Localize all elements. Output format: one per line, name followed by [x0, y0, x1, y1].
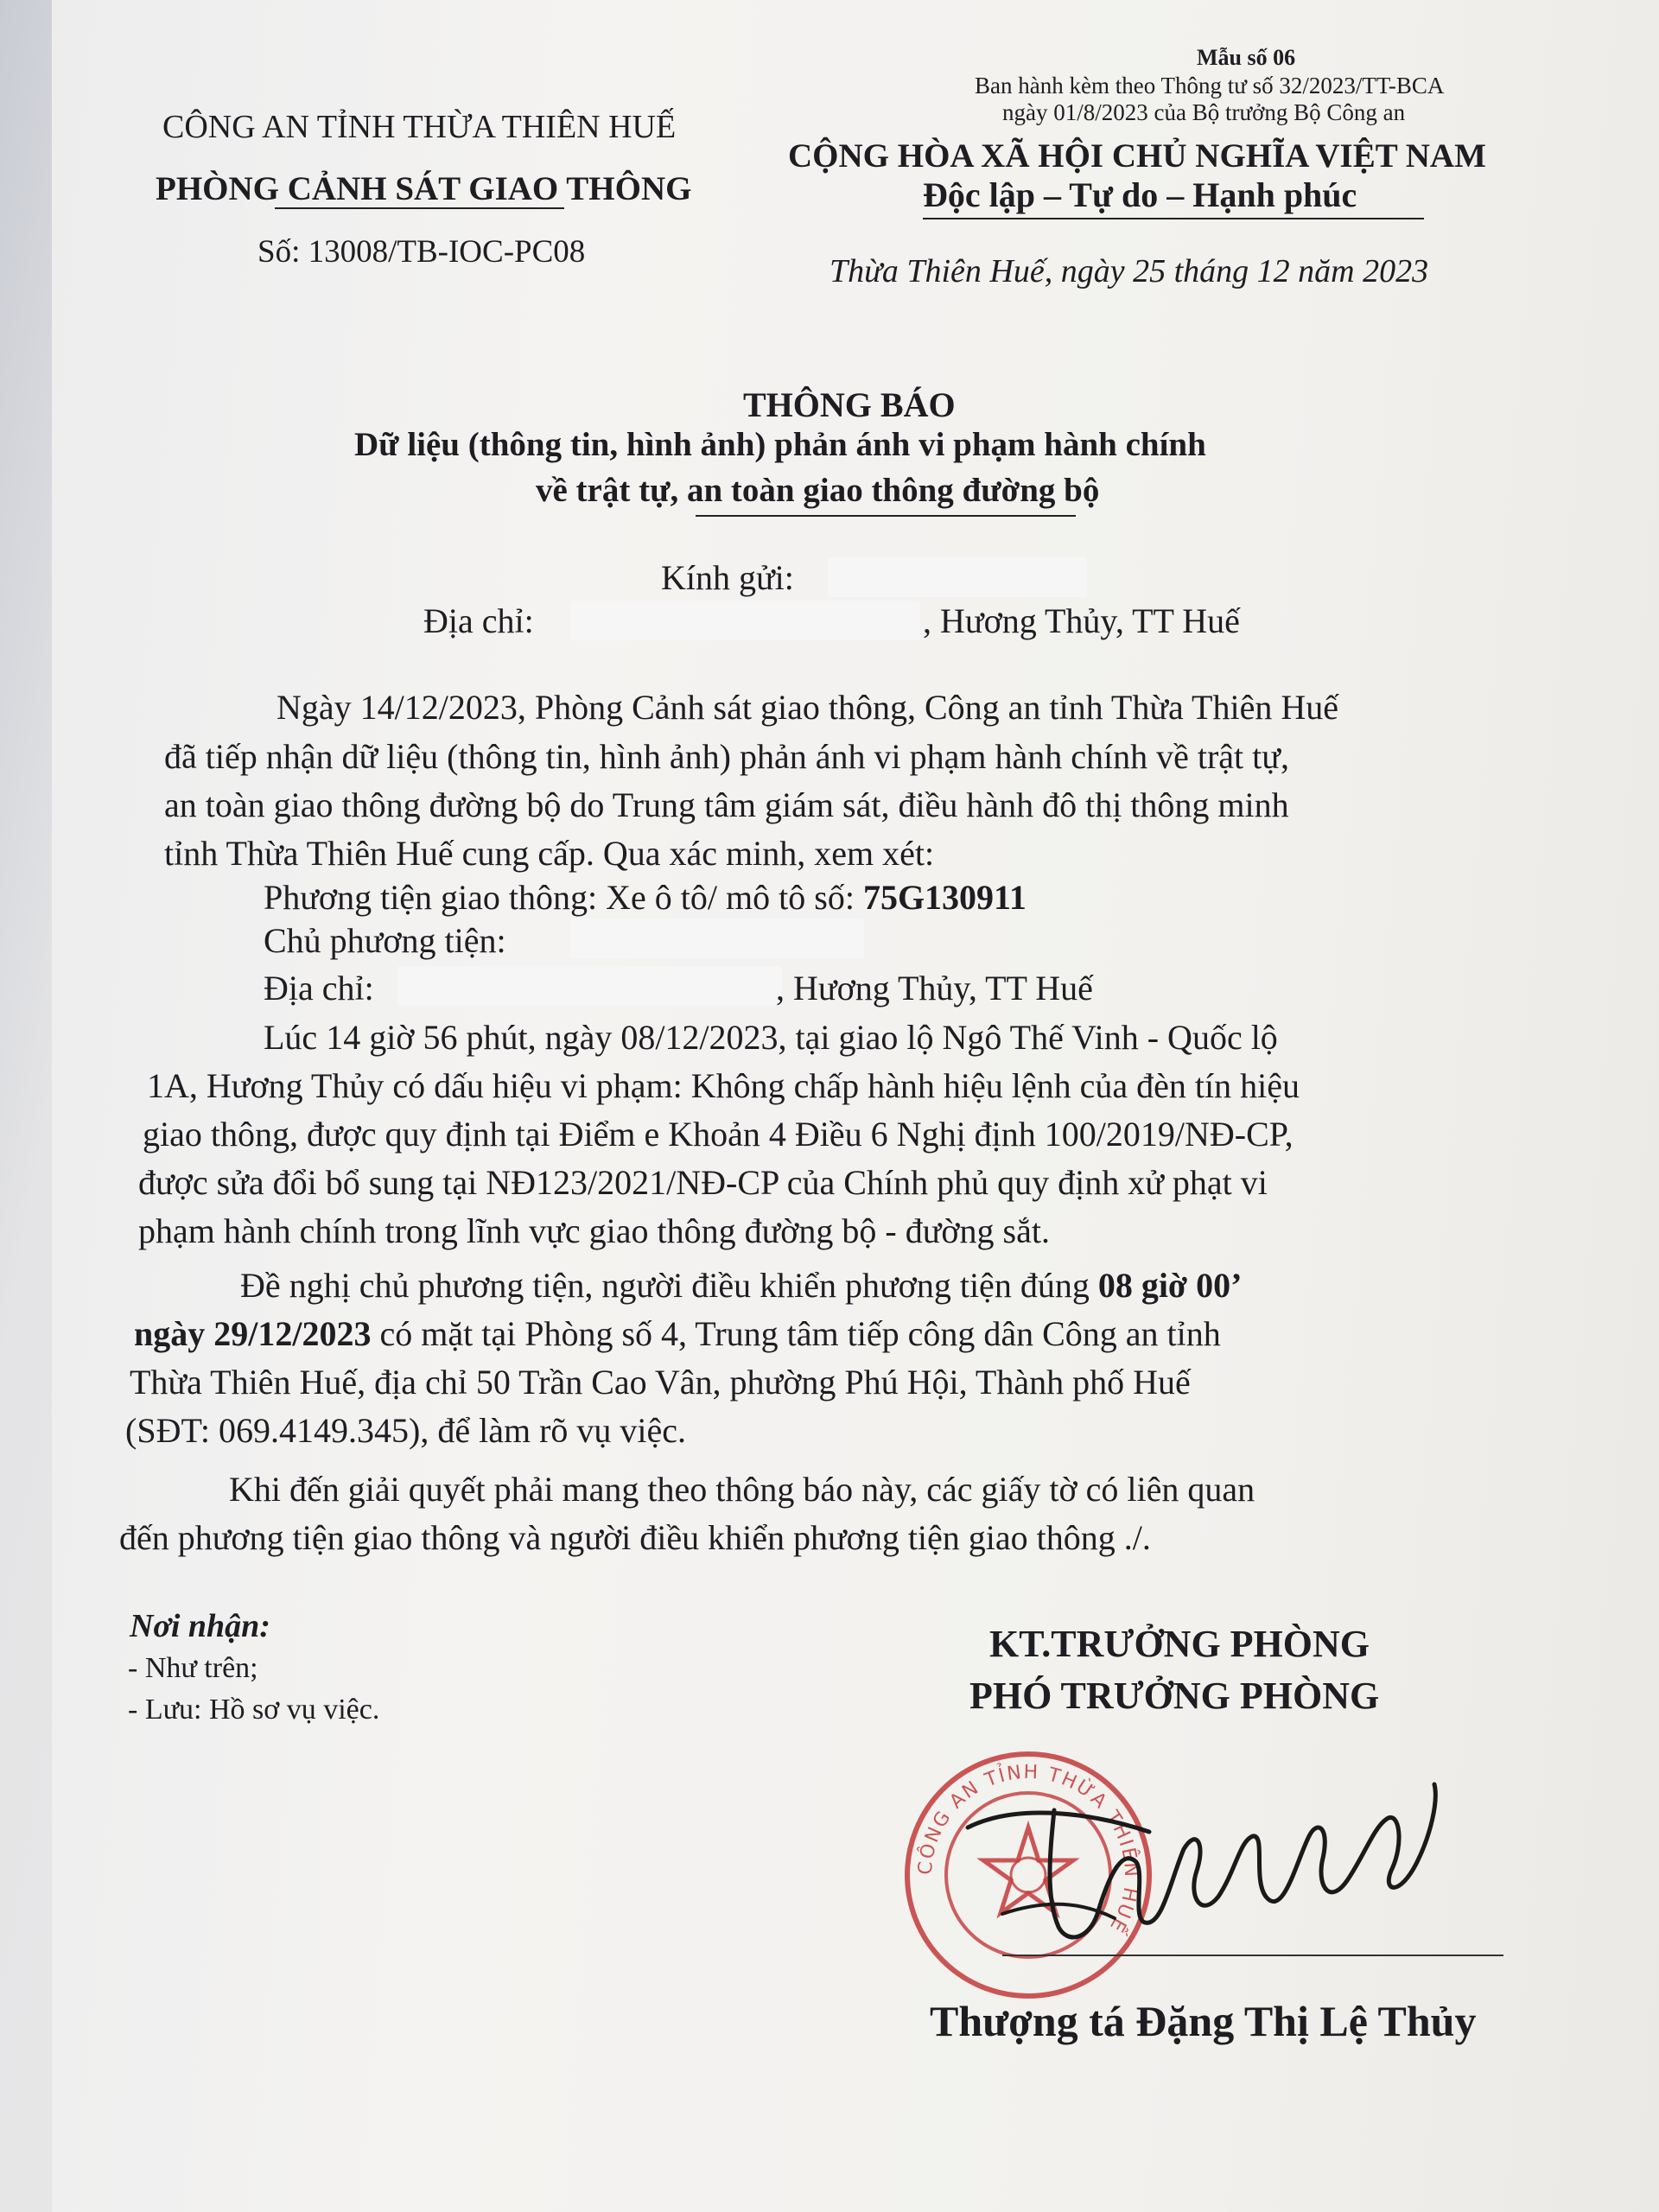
para3-line2 [134, 1313, 1221, 1354]
para4-line2: đến phương tiện giao thông và người điều khiển phương tiện giao thông ./. [119, 1518, 1151, 1557]
signer-name: Thượng tá Đặng Thị Lệ Thủy [930, 1997, 1477, 2045]
redacted-owner [570, 918, 864, 958]
address-visible: , Hương Thủy, TT Huế [923, 601, 1240, 640]
handwritten-signature-icon [950, 1767, 1452, 1966]
para1-line1: Ngày 14/12/2023, Phòng Cảnh sát giao thông, Công an tỉnh Thừa Thiên Huế [276, 688, 1338, 727]
vehicle-label: Phương tiện giao thông: Xe ô tô/ mô tô số: [264, 878, 863, 917]
department-name: PHÒNG CẢNH SÁT GIAO THÔNG [156, 170, 692, 207]
signature-title-1: KT.TRƯỞNG PHÒNG [989, 1623, 1370, 1665]
para1-line2: đã tiếp nhận dữ liệu (thông tin, hình ảnh) phản ánh vi phạm hành chính về trật tự, [164, 737, 1289, 776]
title-underline [696, 515, 1076, 517]
para2-line1: Lúc 14 giờ 56 phút, ngày 08/12/2023, tại giao lộ Ngô Thế Vinh - Quốc lộ [264, 1018, 1278, 1057]
appointment-date: ngày 29/12/2023 [134, 1314, 372, 1353]
para2-line4: được sửa đổi bổ sung tại NĐ123/2021/NĐ-CP của Chính phủ quy định xử phạt vi [138, 1163, 1268, 1202]
para3-line4: (SĐT: 069.4149.345), để làm rõ vụ việc. [125, 1411, 687, 1450]
appointment-time: 08 giờ 00’ [1097, 1266, 1243, 1305]
notice-subtitle-2: về trật tự, an toàn giao thông đường bộ [536, 472, 1100, 509]
recipient-item-1: - Như trên; [128, 1652, 258, 1684]
para2-line2: 1A, Hương Thủy có dấu hiệu vi phạm: Không chấp hành hiệu lệnh của đèn tín hiệu [147, 1066, 1300, 1105]
owner-address-label: Địa chỉ: [264, 969, 374, 1007]
form-issued-line2: ngày 01/8/2023 của Bộ trưởng Bộ Công an [1002, 99, 1406, 125]
vehicle-plate: 75G130911 [862, 878, 1027, 917]
redacted-address [570, 601, 920, 640]
form-issued-line1: Ban hành kèm theo Thông tư số 32/2023/TT-BCA [975, 73, 1445, 99]
para2-line5: phạm hành chính trong lĩnh vực giao thông đường bộ - đường sắt. [138, 1211, 1050, 1250]
redacted-owner-address [397, 966, 782, 1006]
seal-text: CÔNG AN TỈNH THỪA THIÊN HUẾ [914, 1761, 1142, 1937]
nation-name: CỘNG HÒA XÃ HỘI CHỦ NGHĨA VIỆT NAM [788, 137, 1486, 175]
para3-line2-text: có mặt tại Phòng số 4, Trung tâm tiếp công dân Công an tỉnh [371, 1314, 1221, 1353]
place-date: Thừa Thiên Huế, ngày 25 tháng 12 năm 2023 [830, 253, 1429, 289]
to-label: Kính gửi: [661, 558, 794, 597]
para3-line1-text: Đề nghị chủ phương tiện, người điều khiển phương tiện đúng [240, 1266, 1098, 1305]
motto-underline [923, 218, 1424, 219]
recipient-item-2: - Lưu: Hồ sơ vụ việc. [128, 1694, 380, 1726]
vehicle-info [264, 877, 1027, 918]
owner-label: Chủ phương tiện: [264, 921, 506, 960]
form-number: Mẫu số 06 [1197, 45, 1296, 70]
national-motto: Độc lập – Tự do – Hạnh phúc [923, 175, 1357, 214]
document-number: Số: 13008/TB-IOC-PC08 [257, 234, 586, 270]
department-underline [275, 207, 564, 209]
para3-line3: Thừa Thiên Huế, địa chỉ 50 Trần Cao Vân, phường Phú Hội, Thành phố Huế [130, 1363, 1191, 1402]
notice-title: THÔNG BÁO [743, 385, 956, 424]
agency-name: CÔNG AN TỈNH THỪA THIÊN HUẾ [162, 109, 677, 145]
owner-address-visible: , Hương Thủy, TT Huế [776, 969, 1093, 1007]
signature-line [1002, 1955, 1503, 1956]
para3-line1 [240, 1265, 1242, 1306]
recipients-title: Nơi nhận: [130, 1608, 270, 1644]
para2-line3: giao thông, được quy định tại Điểm e Khoản 4 Điều 6 Nghị định 100/2019/NĐ-CP, [143, 1115, 1294, 1154]
para1-line4: tỉnh Thừa Thiên Huế cung cấp. Qua xác minh, xem xét: [164, 834, 935, 873]
redacted-recipient [828, 557, 1087, 597]
para1-line3: an toàn giao thông đường bộ do Trung tâm giám sát, điều hành đô thị thông minh [164, 785, 1289, 824]
notice-subtitle-1: Dữ liệu (thông tin, hình ảnh) phản ánh vi phạm hành chính [354, 426, 1206, 463]
address-label: Địa chỉ: [423, 601, 534, 640]
signature-title-2: PHÓ TRƯỞNG PHÒNG [969, 1675, 1380, 1717]
para4-line1: Khi đến giải quyết phải mang theo thông báo này, các giấy tờ có liên quan [229, 1470, 1255, 1509]
